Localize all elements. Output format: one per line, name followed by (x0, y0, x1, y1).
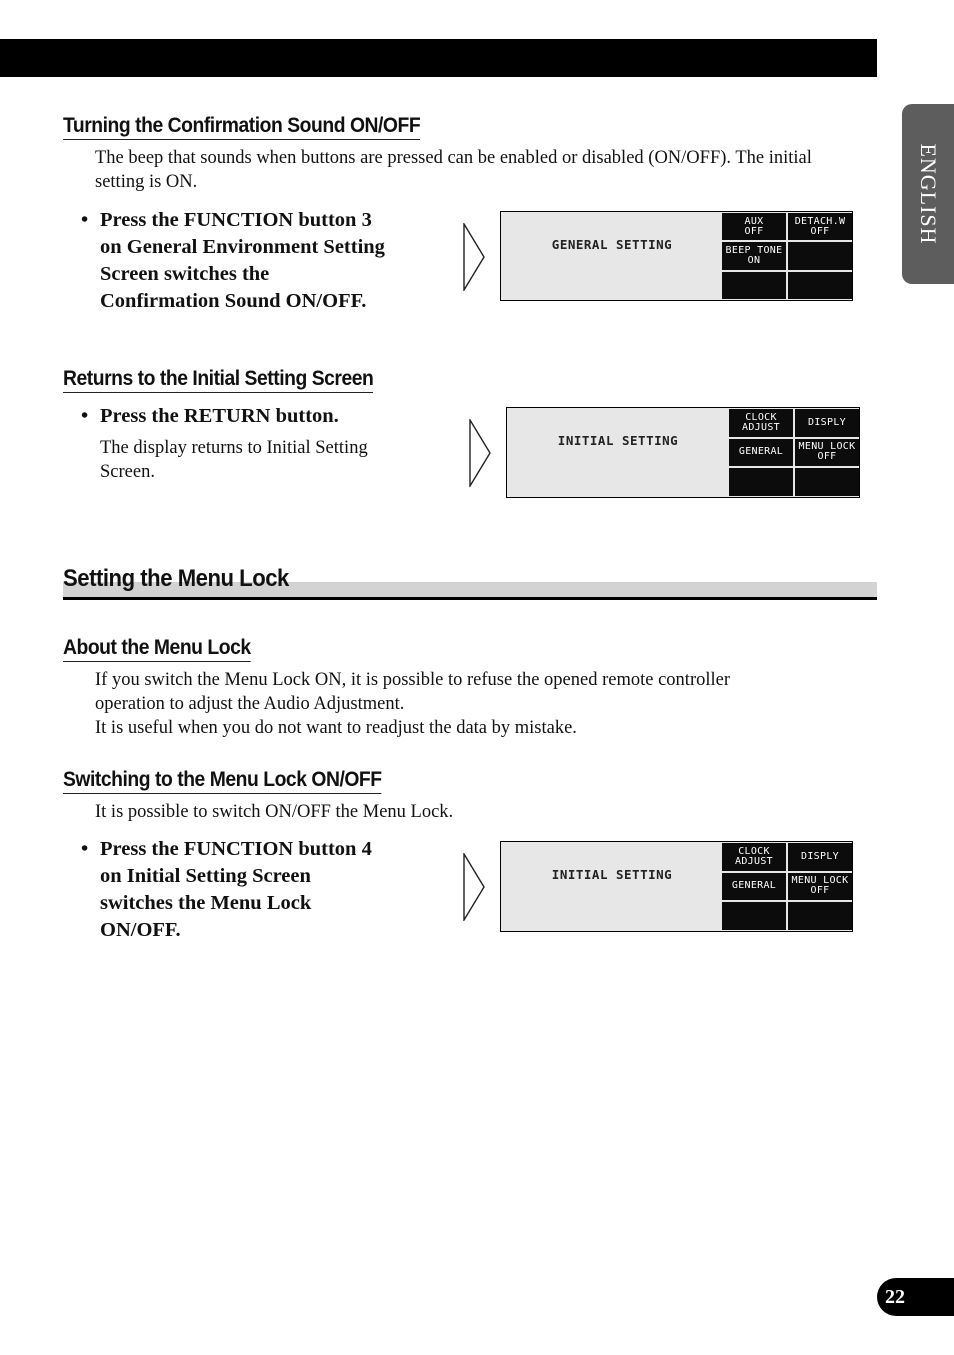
function-button-1[interactable]: CLOCK ADJUST (722, 843, 786, 871)
bullet-icon: • (81, 405, 89, 427)
confirmation-sound-body: The beep that sounds when buttons are pressed can be enabled or disabled (ON/OFF). The initial setting is ON. (95, 148, 812, 192)
language-tab-label: ENGLISH (916, 143, 941, 245)
confirmation-sound-instruction (81, 207, 385, 315)
function-button-2[interactable]: DETACH.W OFF (788, 213, 852, 240)
page-number: 22 (877, 1278, 954, 1316)
body-line: operation to adjust the Audio Adjustment. (95, 694, 405, 714)
language-tab (902, 104, 954, 284)
heading-about-menu-lock: About the Menu Lock (63, 636, 251, 662)
function-button-2[interactable]: DISPLY (795, 409, 859, 437)
function-button-3[interactable]: GENERAL (729, 439, 793, 467)
instruction-line: Screen switches the (100, 263, 270, 285)
function-button-grid (728, 408, 859, 497)
body-line: If you switch the Menu Lock ON, it is possible to refuse the opened remote controller (95, 670, 731, 690)
instruction-line: Press the RETURN button. (100, 405, 339, 427)
function-button-grid (721, 212, 852, 300)
arrow-right-icon (463, 223, 485, 291)
instruction-line: on Initial Setting Screen (100, 865, 311, 887)
function-button-5[interactable] (729, 468, 793, 496)
heading-confirmation-sound: Turning the Confirmation Sound ON/OFF (63, 114, 420, 140)
function-button-6[interactable] (795, 468, 859, 496)
function-button-grid (721, 842, 852, 931)
display-title: GENERAL SETTING (551, 237, 673, 252)
bullet-icon: • (81, 209, 89, 231)
instruction-line: Confirmation Sound ON/OFF. (100, 290, 367, 312)
heading-switching-menu-lock: Switching to the Menu Lock ON/OFF (63, 768, 382, 794)
general-setting-display (500, 211, 853, 301)
function-button-4[interactable]: MENU LOCK OFF (788, 873, 852, 901)
instruction-line: on General Environment Setting (100, 236, 385, 258)
function-button-1[interactable]: CLOCK ADJUST (729, 409, 793, 437)
function-button-1[interactable]: AUX OFF (722, 213, 786, 240)
instruction-line: ON/OFF. (100, 919, 181, 941)
bullet-icon: • (81, 838, 89, 860)
function-button-4[interactable]: MENU LOCK OFF (795, 439, 859, 467)
function-button-3[interactable]: BEEP TONE ON (722, 242, 786, 269)
function-button-2[interactable]: DISPLY (788, 843, 852, 871)
returns-instruction (81, 403, 339, 430)
function-button-6[interactable] (788, 902, 852, 930)
body-line: It is useful when you do not want to readjust the data by mistake. (95, 718, 577, 738)
arrow-right-icon (469, 419, 491, 487)
about-menu-lock-body (95, 668, 730, 740)
body-line: Screen. (100, 462, 155, 482)
function-button-6[interactable] (788, 272, 852, 299)
returns-body (100, 436, 368, 484)
switching-body: It is possible to switch ON/OFF the Menu Lock. (95, 802, 454, 822)
initial-setting-display (500, 841, 853, 932)
instruction-line: Press the FUNCTION button 4 (100, 838, 372, 860)
switching-instruction (81, 836, 372, 944)
header-bar (0, 39, 877, 77)
display-title: INITIAL SETTING (557, 433, 679, 448)
function-button-5[interactable] (722, 902, 786, 930)
section-title-menu-lock: Setting the Menu Lock (63, 565, 289, 592)
heading-returns: Returns to the Initial Setting Screen (63, 367, 373, 393)
instruction-line: switches the Menu Lock (100, 892, 312, 914)
instruction-line: Press the FUNCTION button 3 (100, 209, 372, 231)
function-button-5[interactable] (722, 272, 786, 299)
body-line: The display returns to Initial Setting (100, 438, 368, 458)
display-title: INITIAL SETTING (551, 867, 673, 882)
function-button-3[interactable]: GENERAL (722, 873, 786, 901)
function-button-4[interactable] (788, 242, 852, 269)
arrow-right-icon (463, 853, 485, 921)
initial-setting-display (506, 407, 860, 498)
